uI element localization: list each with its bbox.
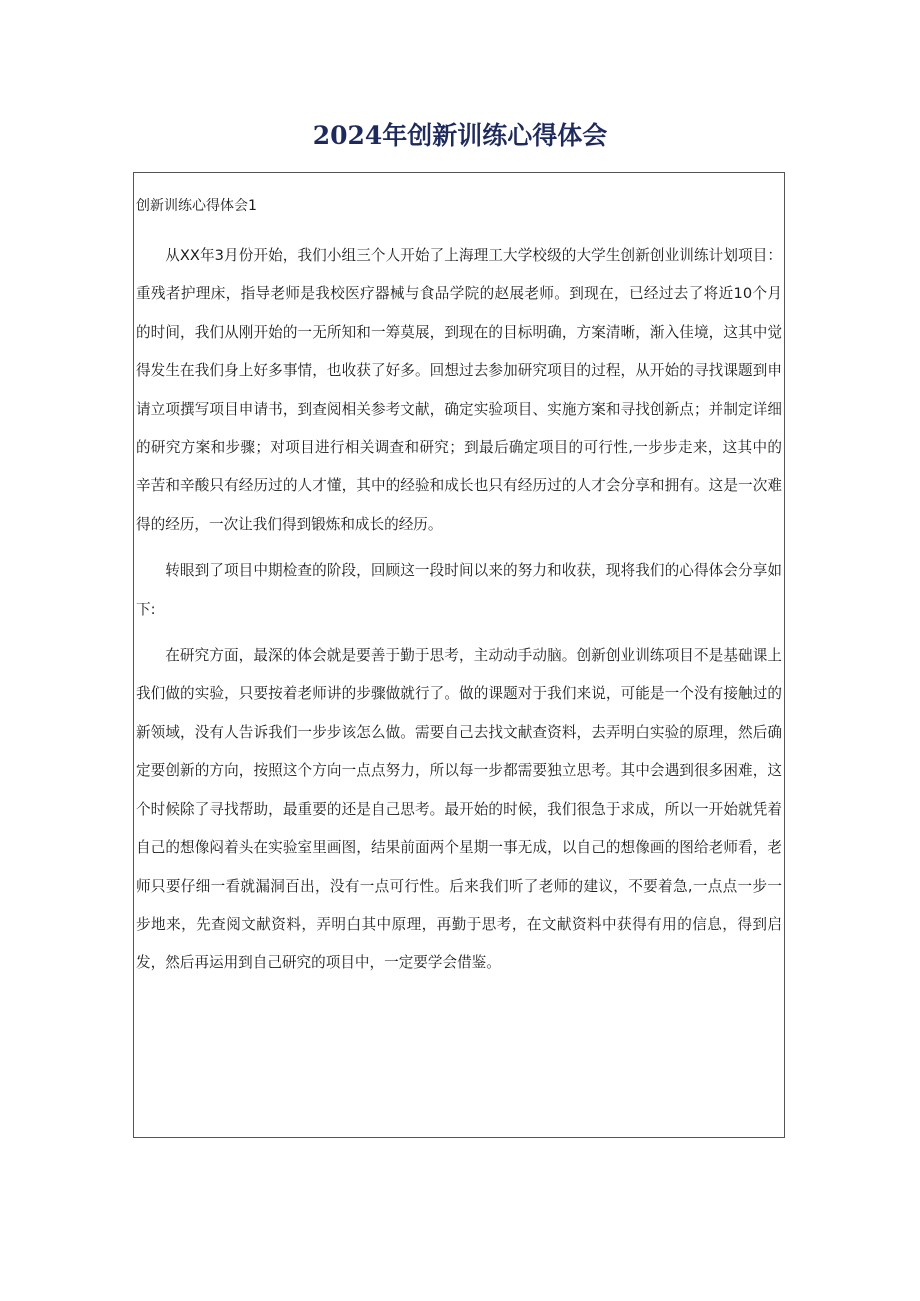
section-heading: 创新训练心得体会1 xyxy=(136,198,257,214)
paragraph: 从XX年3月份开始，我们小组三个人开始了上海理工大学校级的大学生创新创业训练计划项目：重残者护理床，指导老师是我校医疗器械与食品学院的赵展老师。到现在，已经过去了将近10个月的时间，我们从刚开始的一无所知和一筹莫展，到现在的目标明确，方案清晰，渐入佳境，这其中觉得发生在我们身上好多事情，也收获了好多。回想过去参加研究项目的过程，从开始的寻找课题到申请立项撰写项目申请书，到查阅相关参考文献，确定实验项目、实施方案和寻找创新点；并制定详细的研究方案和步骤；对项目进行相关调查和研究；到最后确定项目的可行性,一步步走来，这其中的辛苦和辛酸只有经历过的人才懂，其中的经验和成长也只有经历过的人才会分享和拥有。这是一次难得的经历，一次让我们得到锻炼和成长的经历。 xyxy=(136,247,782,533)
paragraph: 在研究方面，最深的体会就是要善于勤于思考，主动动手动脑。创新创业训练项目不是基础课上我们做的实验，只要按着老师讲的步骤做就行了。做的课题对于我们来说，可能是一个没有接触过的新领域，没有人告诉我们一步步该怎么做。需要自己去找文献查资料，去弄明白实验的原理，然后确定要创新的方向，按照这个方向一点点努力，所以每一步都需要独立思考。其中会遇到很多困难，这个时候除了寻找帮助，最重要的还是自己思考。最开始的时候，我们很急于求成，所以一开始就凭着自己的想像闷着头在实验室里画图，结果前面两个星期一事无成，以自己的想像画的图给老师看，老师只要仔细一看就漏洞百出，没有一点可行性。后来我们听了老师的建议，不要着急,一点点一步一步地来，先查阅文献资料，弄明白其中原理，再勤于思考，在文献资料中获得有用的信息，得到启发，然后再运用到自己研究的项目中，一定要学会借鉴。 xyxy=(136,647,782,972)
paragraph: 转眼到了项目中期检查的阶段，回顾这一段时间以来的努力和收获，现将我们的心得体会分享如下: xyxy=(136,562,782,618)
content-frame xyxy=(133,172,785,1138)
document-title: 2024年创新训练心得体会 xyxy=(312,121,608,150)
